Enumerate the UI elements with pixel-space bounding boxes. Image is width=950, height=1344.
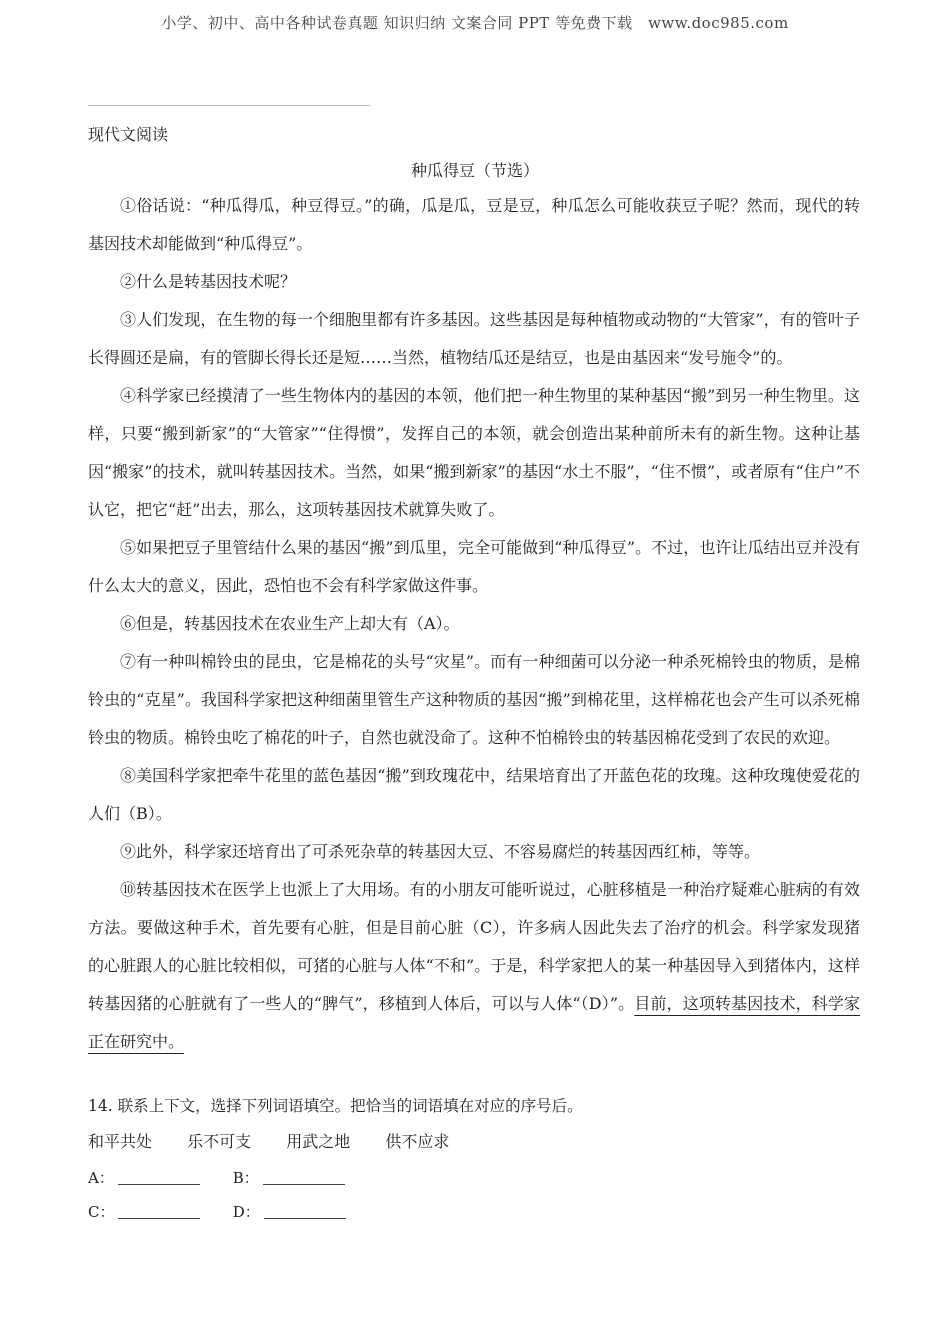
word-options (88, 1129, 479, 1152)
blank-a-label: A： (88, 1169, 114, 1187)
paragraph-1: ①俗话说：“种瓜得瓜，种豆得豆。”的确，瓜是瓜，豆是豆，种瓜怎么可能收获豆子呢？然而，现代的转基因技术却能做到“种瓜得豆”。 (88, 196, 860, 253)
blank-a-line[interactable] (118, 1184, 200, 1185)
paragraph-5: ⑤如果把豆子里管结什么果的基因“搬”到瓜里，完全可能做到“种瓜得豆”。不过，也许让瓜结出豆并没有什么太大的意义，因此，恐怕也不会有科学家做这件事。 (88, 538, 860, 595)
paragraph-4: ④科学家已经摸清了一些生物体内的基因的本领，他们把一种生物里的某种基因“搬”到另一种生物里。这样，只要“搬到新家”的“大管家”“住得惯”，发挥自己的本领，就会创造出某种前所未有的新生物。这种让基因“搬家”的技术，就叫转基因技术。当然，如果“搬到新家”的基因“水土不服”，“住不惯”，或者原有“住户”不认它，把它“赶”出去，那么，这项转基因技术就算失败了。 (88, 386, 860, 519)
paragraph-3: ③人们发现，在生物的每一个细胞里都有许多基因。这些基因是每种植物或动物的“大管家”，有的管叶子长得圆还是扁，有的管脚长得长还是短……当然，植物结瓜还是结豆，也是由基因来“发号施令”的。 (88, 310, 860, 367)
article-body (88, 187, 860, 1061)
paragraph-8: ⑧美国科学家把牵牛花里的蓝色基因“搬”到玫瑰花中，结果培育出了开蓝色花的玫瑰。这种玫瑰使爱花的人们（B）。 (88, 766, 860, 823)
article-title: 种瓜得豆（节选） (410, 161, 539, 180)
paragraph-9: ⑨此外，科学家还培育出了可杀死杂草的转基因大豆、不容易腐烂的转基因西红柿，等等。 (120, 842, 761, 861)
paragraph-10-underlined: 目前，这项转基因技术，科学家正在研究中。 (88, 994, 860, 1051)
paragraph-2: ②什么是转基因技术呢？ (120, 272, 297, 291)
blank-row-1 (88, 1167, 373, 1188)
blank-d-line[interactable] (264, 1218, 346, 1219)
paragraph-10-main: ⑩转基因技术在医学上也派上了大用场。有的小朋友可能听说过，心脏移植是一种治疗疑难心脏病的有效方法。要做这种手术，首先要有心脏，但是目前心脏（C），许多病人因此失去了治疗的机会。科学家发现猪的心脏跟人的心脏比较相似，可猪的心脏与人体“不和”。于是，科学家把人的某一种基因导入到猪体内，这样转基因猪的心脏就有了一些人的“脾气”，移植到人体后，可以与人体“（D）”。 (88, 880, 860, 1013)
page-header: 小学、初中、高中各种试卷真题 知识归纳 文案合同 PPT 等免费下载 www.doc985.com (161, 14, 789, 32)
option-3: 用武之地 (286, 1132, 351, 1151)
blank-row-2 (88, 1201, 373, 1222)
option-1: 和平共处 (88, 1132, 153, 1151)
blank-d-label: D： (232, 1203, 260, 1221)
option-2: 乐不可支 (187, 1132, 252, 1151)
paragraph-10 (88, 871, 860, 1061)
option-4: 供不应求 (385, 1132, 450, 1151)
paragraph-7: ⑦有一种叫棉铃虫的昆虫，它是棉花的头号“灾星”。而有一种细菌可以分泌一种杀死棉铃虫的物质，是棉铃虫的“克星”。我国科学家把这种细菌里管生产这种物质的基因“搬”到棉花里，这样棉花也会产生可以杀死棉铃虫的物质。棉铃虫吃了棉花的叶子，自然也就没命了。这种不怕棉铃虫的转基因棉花受到了农民的欢迎。 (88, 652, 860, 747)
paragraph-6: ⑥但是，转基因技术在农业生产上却大有（A）。 (120, 614, 460, 633)
divider (88, 105, 370, 106)
question-14: 14. 联系上下文，选择下列词语填空。把恰当的词语填在对应的序号后。 (88, 1097, 583, 1115)
section-title: 现代文阅读 (88, 125, 169, 144)
blank-c-label: C： (88, 1203, 115, 1221)
blank-c-line[interactable] (118, 1218, 200, 1219)
blank-b-label: B： (232, 1169, 259, 1187)
blank-b-line[interactable] (263, 1184, 345, 1185)
